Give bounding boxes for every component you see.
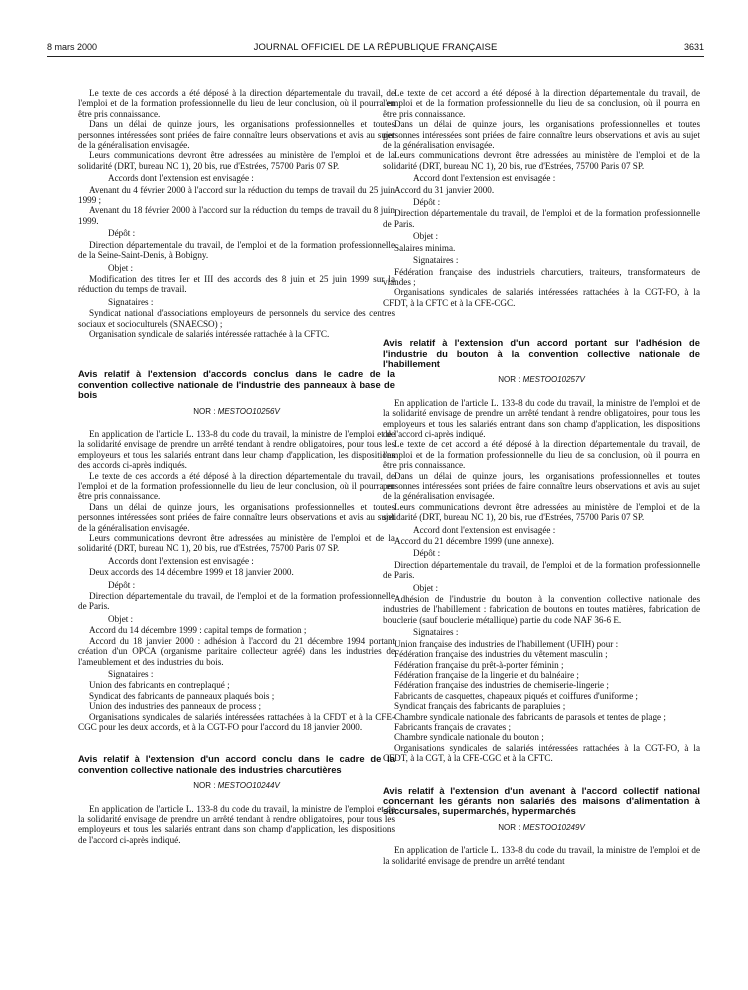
section-label: Dépôt : [108, 579, 136, 590]
list-item: Accord du 31 janvier 2000. [394, 184, 495, 195]
section-label: Signataires : [413, 627, 459, 638]
paragraph: Le texte de ces accords a été déposé à la direction départementale du travail, de l'emploi et de la formation professionnelle du lieu de leur conclusion, où il pourra en être pris connaissance. [78, 88, 395, 119]
list-item: Union française des industries de l'habillement (UFIH) pour : [394, 638, 619, 649]
paragraph: Le texte de ces accords a été déposé à la direction départementale du travail, de l'emploi et de la formation professionnelle du lieu de leur conclusion, où il pourra en être pris connaissance. [78, 470, 395, 502]
paragraph: Direction départementale du travail, de l'emploi et de la formation professionnelle de la Seine-Saint-Denis, à Bobigny. [78, 239, 395, 261]
section-label: Objet : [413, 582, 439, 593]
nor-reference: NOR : MESTOO10257V [498, 375, 585, 385]
list-item: Fédération française des industriels charcutiers, traiteurs, transformateurs de viandes ; [383, 266, 700, 287]
list-item: Organisations syndicales de salariés intéressées rattachées à la CFDT et à la CFE-CGC pour les deux accords, et à la CGT-FO pour l'accord du 18 janvier 2000. [78, 711, 395, 732]
paragraph: Direction départementale du travail, de l'emploi et de la formation professionnelle de Paris. [383, 208, 700, 229]
list-item: Syndicat national d'associations employeurs de personnels du service des centres sociaux et socioculturels (SNAECSO) ; [78, 308, 395, 329]
left-column [78, 88, 395, 845]
paragraph: Adhésion de l'industrie du bouton à la convention collective nationale des industries de l'habillement : fabrication de boutons en toutes matières, fabrication de bouclerie (sauf bouclerie métallique) partie du code NAF 36-6 E. [383, 594, 700, 625]
paragraph: En application de l'article L. 133-8 du code du travail, la ministre de l'emploi et de la solidarité envisage de prendre un arrêté tendant [383, 845, 700, 866]
list-item: Fabricants de casquettes, chapeaux piqués et coiffures d'uniforme ; [394, 690, 638, 701]
list-item: Organisation syndicale de salariés intéressée rattachée à la CFTC. [89, 328, 330, 339]
list-item: Organisations syndicales de salariés intéressées rattachées à la CGT-FO, à la CFDT, à la CFTC et à la CFE-CGC. [383, 287, 700, 308]
paragraph: Le texte de cet accord a été déposé à la direction départementale du travail, de l'emploi et de la formation professionnelle du lieu de sa conclusion, où il pourra en être pris connaissance. [383, 439, 700, 471]
header-rule [47, 56, 704, 57]
list-item: Fédération française des industries de chemiserie-lingerie ; [394, 680, 609, 691]
paragraph: Leurs communications devront être adressées au ministère de l'emploi et de la solidarité (DRT, bureau NC 1), 20 bis, rue d'Estrées, 75700 Paris 07 SP. [383, 501, 700, 523]
list-item: Fédération française de la lingerie et du balnéaire ; [394, 669, 579, 680]
section-label: Accord dont l'extension est envisagée : [413, 173, 556, 184]
list-item: Avenant du 4 février 2000 à l'accord sur la réduction du temps de travail du 25 juin 1999 ; [78, 184, 395, 206]
list-item: Fabricants français de cravates ; [394, 721, 512, 732]
list-item: Accord du 18 janvier 2000 : adhésion à l'accord du 21 décembre 1994 portant création d'un OPCA (organisme paritaire collecteur agréé) dans les industries de l'ameublement et des industries du bois. [78, 635, 395, 667]
notice-title: Avis relatif à l'extension d'un accord portant sur l'adhésion de l'industrie du bouton à la convention collective nationale de l'habillement [383, 337, 700, 369]
list-item: Union des fabricants en contreplaqué ; [89, 680, 230, 691]
list-item: Union des industries des panneaux de process ; [89, 701, 262, 712]
notice-title: Avis relatif à l'extension d'un accord conclu dans le cadre de la convention collective nationale des industries charcutières [78, 753, 395, 775]
section-label: Signataires : [108, 668, 154, 679]
list-item: Accord du 14 décembre 1999 : capital temps de formation ; [89, 625, 307, 636]
paragraph: Salaires minima. [394, 242, 456, 253]
section-label: Signataires : [108, 296, 154, 307]
section-label: Objet : [108, 613, 134, 624]
section-label: Objet : [108, 262, 134, 273]
right-column [383, 88, 700, 866]
list-item: Accord du 21 décembre 1999 (une annexe). [394, 536, 554, 547]
section-label: Accords dont l'extension est envisagée : [108, 173, 254, 184]
paragraph: Le texte de cet accord a été déposé à la direction départementale du travail, de l'emploi et de la formation professionnelle du lieu de sa conclusion, où il pourra en être pris connaissance. [383, 88, 700, 119]
section-label: Accord dont l'extension est envisagée : [413, 524, 556, 535]
paragraph: Dans un délai de quinze jours, les organisations professionnelles et toutes personnes intéressées sont priées de faire connaître leurs observations et avis au sujet de la généralisation envisagée. [78, 119, 395, 151]
list-item: Syndicat français des fabricants de parapluies ; [394, 701, 566, 712]
paragraph: Direction départementale du travail, de l'emploi et de la formation professionnelle de Paris. [383, 559, 700, 581]
list-item: Deux accords des 14 décembre 1999 et 18 janvier 2000. [89, 567, 294, 578]
notice-title: Avis relatif à l'extension d'un avenant à l'accord collectif national concernant les gérants non salariés des maisons d'alimentation à succursales, supermarchés, hypermarchés [383, 784, 700, 817]
paragraph: Leurs communications devront être adressées au ministère de l'emploi et de la solidarité (DRT, bureau NC 1), 20 bis, rue d'Estrées, 75700 Paris 07 SP. [78, 150, 395, 171]
section-label: Objet : [413, 231, 439, 242]
list-item: Syndicat des fabricants de panneaux plaqués bois ; [89, 690, 275, 701]
list-item: Organisations syndicales de salariés intéressées rattachées à la CGT-FO, à la CFDT, à la CGT, à la CFE-CGC et à la CFTC. [383, 742, 700, 764]
section-label: Dépôt : [413, 197, 441, 208]
list-item: Chambre syndicale nationale du bouton ; [394, 732, 544, 743]
paragraph: Dans un délai de quinze jours, les organisations professionnelles et toutes personnes intéressées sont priées de faire connaître leurs observations et avis au sujet de la généralisation envisagée. [383, 119, 700, 151]
paragraph: Direction départementale du travail, de l'emploi et de la formation professionnelle de Paris. [78, 591, 395, 612]
section-label: Accords dont l'extension est envisagée : [108, 555, 254, 566]
section-label: Signataires : [413, 255, 459, 266]
list-item: Fédération française du prêt-à-porter féminin ; [394, 659, 564, 670]
paragraph: Dans un délai de quinze jours, les organisations professionnelles et toutes personnes intéressées sont priées de faire connaître leurs observations et avis au sujet de la généralisation envisagée. [78, 501, 395, 533]
nor-reference: NOR : MESTOO10244V [193, 781, 280, 791]
header-date: 8 mars 2000 [47, 42, 98, 52]
nor-reference: NOR : MESTOO10249V [498, 822, 585, 832]
paragraph: En application de l'article L. 133-8 du code du travail, la ministre de l'emploi et de la solidarité envisage de prendre un arrêté tendant à rendre obligatoires, pour tous les employeurs et tous les salariés entrant dans son champ d'application, les dispositions de l'accord ci-après indiqué. [383, 397, 700, 439]
section-label: Dépôt : [108, 228, 136, 239]
paragraph: Leurs communications devront être adressées au ministère de l'emploi et de la solidarité (DRT, bureau NC 1), 20 bis, rue d'Estrées, 75700 Paris 07 SP. [383, 150, 700, 171]
page-number: 3631 [683, 42, 704, 52]
paragraph: En application de l'article L. 133-8 du code du travail, la ministre de l'emploi et de la solidarité envisage de prendre un arrêté tendant à rendre obligatoires, pour tous les employeurs et tous les salariés entrant dans leur champ d'application, les dispositions des accords ci-après indiqués. [78, 428, 395, 471]
page-header [47, 42, 704, 56]
section-label: Dépôt : [413, 548, 441, 559]
journal-title: JOURNAL OFFICIEL DE LA RÉPUBLIQUE FRANÇAISE [253, 42, 498, 53]
list-item: Avenant du 18 février 2000 à l'accord sur la réduction du temps de travail du 8 juin 1999. [78, 205, 395, 226]
list-item: Fédération française des industries du vêtement masculin ; [394, 649, 608, 660]
nor-reference: NOR : MESTOO10256V [193, 406, 280, 416]
notice-title: Avis relatif à l'extension d'accords conclus dans le cadre de la convention collective nationale de l'industrie des panneaux à base de bois [78, 368, 395, 401]
paragraph: Modification des titres Ier et III des accords des 8 juin et 25 juin 1999 sur la réduction du temps de travail. [78, 273, 395, 295]
paragraph: En application de l'article L. 133-8 du code du travail, la ministre de l'emploi et de la solidarité envisage de prendre un arrêté tendant à rendre obligatoires, pour tous les employeurs et tous les salariés entrant dans son champ d'application, les dispositions de l'accord ci-après indiqué. [78, 803, 395, 845]
paragraph: Leurs communications devront être adressées au ministère de l'emploi et de la solidarité (DRT, bureau NC 1), 20 bis, rue d'Estrées, 75700 Paris 07 SP. [78, 533, 395, 554]
paragraph: Dans un délai de quinze jours, les organisations professionnelles et toutes personnes intéressées sont priées de faire connaître leurs observations et avis au sujet de la généralisation envisagée. [383, 470, 700, 502]
list-item: Chambre syndicale nationale des fabricants de parasols et tentes de plage ; [394, 711, 666, 722]
